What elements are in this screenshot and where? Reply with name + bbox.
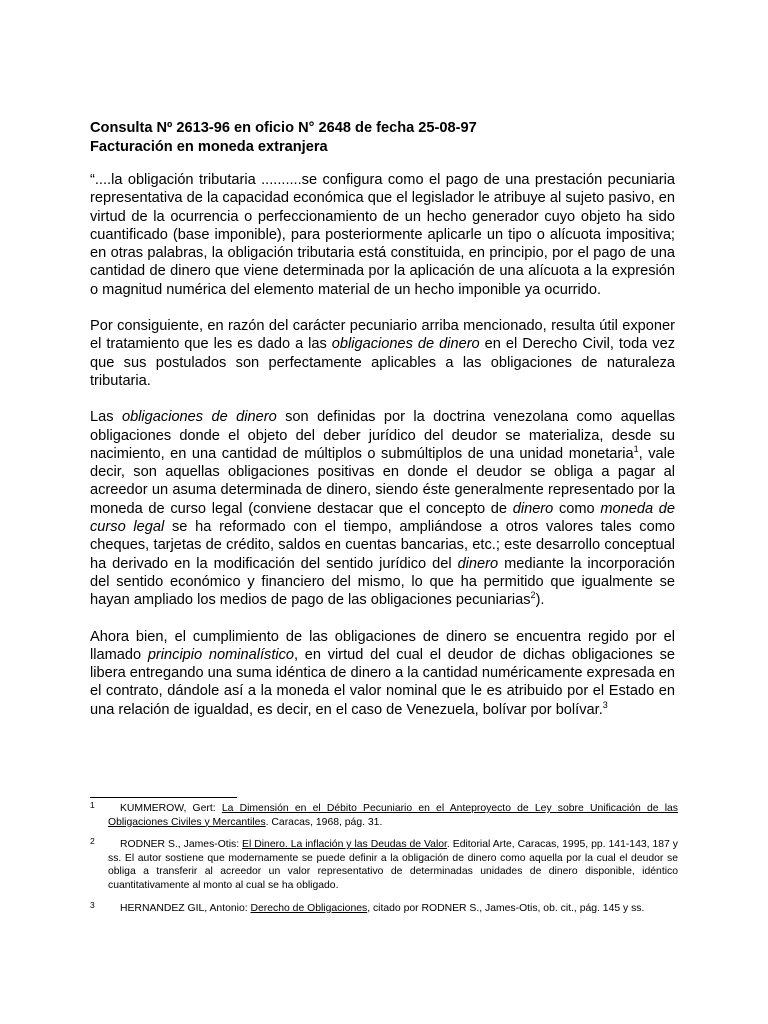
text-run: se ha reformado con el tiempo, ampliándose a otros valores tales como cheques, tarjetas de crédito, saldos en cuentas bancarias, etc.; este desarrollo conceptual ha derivado en la modificación del sentido jurídico del	[90, 519, 675, 572]
text-run: Ahora bien, el cumplimiento de las obligaciones de dinero se encuentra regido por el llamado	[90, 628, 675, 663]
emphasis-text: dinero	[512, 500, 554, 517]
text-run: ).	[535, 592, 545, 609]
footnote-detail: , citado por RODNER S., James-Otis, ob. cit., pág. 145 y ss.	[367, 902, 645, 914]
footnotes	[90, 802, 678, 924]
text-run: en el Derecho Civil, toda vez que sus postulados son perfectamente aplicables a las obligaciones de naturaleza tributaria.	[90, 336, 676, 389]
footnote-detail: . Caracas, 1968, pág. 31.	[265, 816, 383, 828]
text-run: mediante la incorporación del sentido económico y financiero del mismo, lo que ha permitido que igualmente se hayan ampliado los medios de pago de las obligaciones pecuniarias	[90, 555, 676, 609]
document-header	[90, 119, 680, 157]
footnote-author: RODNER S., James-Otis:	[120, 839, 243, 851]
footnote-separator	[90, 797, 237, 798]
emphasis-text: obligaciones de dinero	[331, 336, 480, 353]
footnote-author: KUMMEROW, Gert:	[120, 803, 222, 814]
footnote-number: 3	[90, 899, 95, 910]
paragraph-1: “....la obligación tributaria ..........se configura como el pago de una prestación pecuniaria representativa de la capacidad económica que el legislador le atribuye al sujeto pasivo, en virtud de la ocurrencia o perfeccionamiento de un hecho generador cuyo objeto ha sido cuantificado (base imponible), para posteriormente aplicarle un tipo o alícuota impositiva; en otras palabras, la obligación tributaria está constituida, en principio, por el pago de una cantidad de dinero que viene determinada por la aplicación de una alícuota a la expresión o magnitud numérica del elemento material de un hecho imponible ya ocurrido.	[90, 172, 675, 298]
paragraph-4	[90, 628, 675, 719]
document-body	[90, 171, 675, 737]
footnote-3	[90, 899, 678, 916]
footnote-detail: . Editorial Arte, Caracas, 1995, pp. 141-143, 187 y ss. El autor sostiene que modernamente se puede definir a la obligación de dinero como aquella por la cual el deudor se obliga a transferir al acreedor un valor representativo de determinadas unidades de dinero disponible, idéntico cuantitativamente al monto al cual se ha obligado.	[108, 839, 678, 891]
footnote-number: 1	[90, 800, 95, 810]
footnote-1	[90, 802, 678, 829]
text-run: como	[553, 500, 601, 517]
paragraph-2	[90, 317, 675, 390]
footnote-ref-2: 2	[530, 590, 536, 601]
footnote-ref-1: 1	[633, 444, 639, 454]
text-run: , en virtud del cual el deudor de dichas obligaciones se libera entregando una suma idéntica de dinero a la cantidad numéricamente expresada en el contrato, dándole así a la moneda el valor nominal que le es atribuido por el Estado en una relación de igualdad, es decir, en el caso de Venezuela, bolívar por bolívar.	[90, 646, 675, 718]
footnote-work-title: Derecho de Obligaciones	[250, 902, 368, 914]
paragraph-3	[90, 408, 675, 609]
emphasis-text: dinero	[457, 555, 499, 572]
footnote-work-title: La Dimensión en el Débito Pecuniario en el Anteproyecto de Ley sobre Unificación de las Obligaciones Civiles y Mercantiles	[108, 803, 678, 828]
consultation-reference: Consulta Nº 2613-96 en oficio N° 2648 de fecha 25-08-97	[90, 120, 477, 136]
document-title: Facturación en moneda extranjera	[90, 139, 328, 155]
footnote-ref-3: 3	[602, 699, 608, 710]
footnote-2	[90, 838, 678, 892]
text-run: son definidas por la doctrina venezolana como aquellas obligaciones donde el objeto del deber jurídico del deudor se materializa, desde su nacimiento, en una cantidad de múltiplos o submúltiplos de una unidad monetaria	[90, 409, 676, 462]
text-run: Por consiguiente, en razón del carácter pecuniario arriba mencionado, resulta útil exponer el tratamiento que les es dado a las	[90, 318, 675, 353]
footnote-author: HERNANDEZ GIL, Antonio:	[120, 902, 251, 914]
emphasis-text: obligaciones de dinero	[121, 409, 277, 426]
emphasis-text: principio nominalístico	[147, 646, 295, 663]
footnote-work-title: El Dinero. La inflación y las Deudas de Valor	[242, 839, 447, 851]
text-run: , vale decir, son aquellas obligaciones positivas en donde el deudor se obliga a pagar al acreedor un asuma determinada de dinero, siendo éste generalmente representado por la moneda de curso legal (conviene destacar que el concepto de	[90, 445, 675, 517]
emphasis-text: moneda de curso legal	[90, 500, 675, 536]
footnote-number: 2	[90, 836, 95, 847]
text-run: Las	[90, 409, 122, 426]
